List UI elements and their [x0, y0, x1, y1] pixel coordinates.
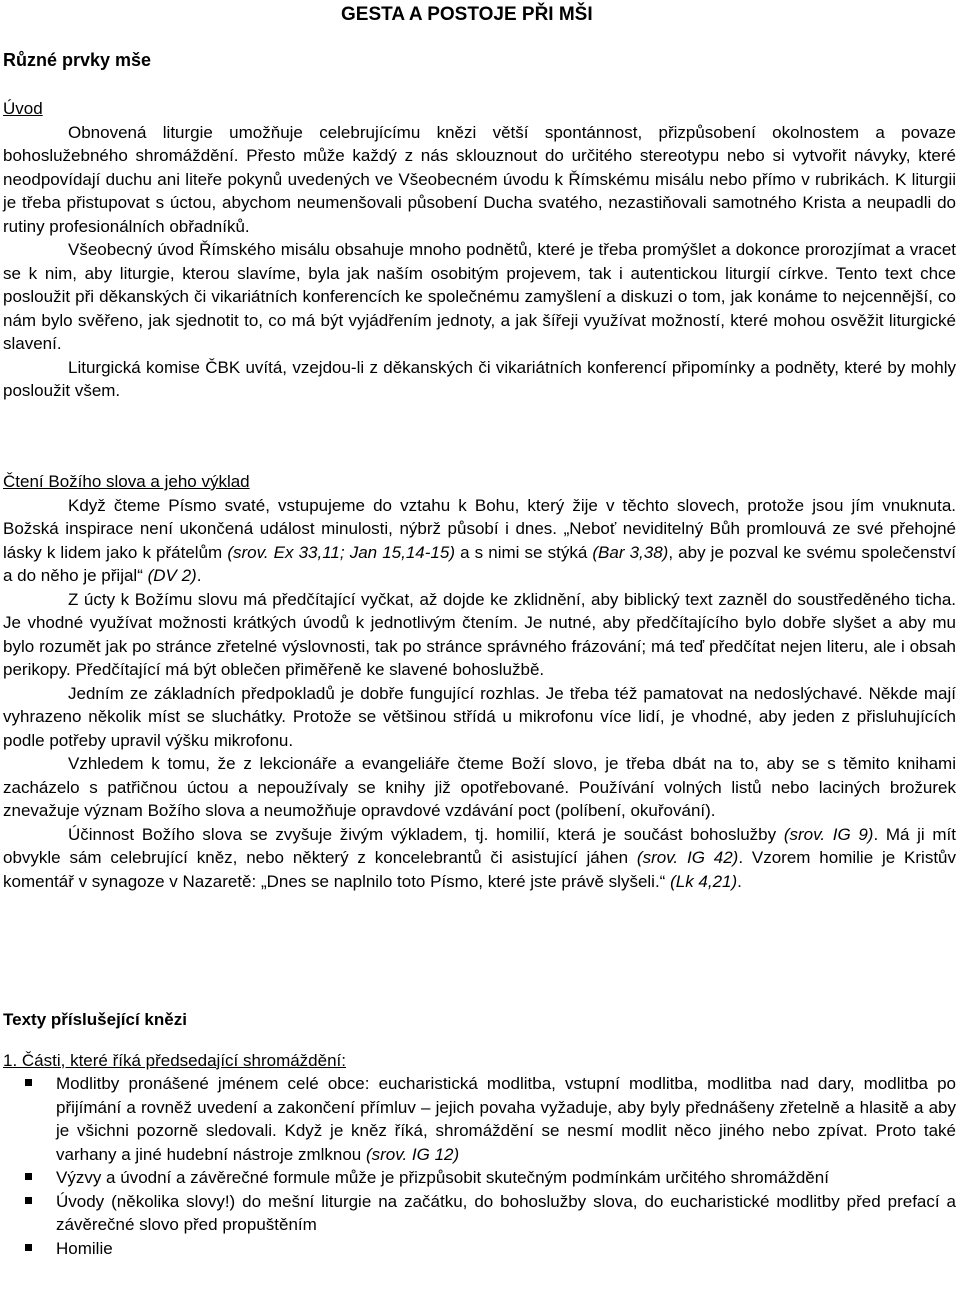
paragraph-text: . Má ji mít obvykle sám celebrující kněz, nebo některý z koncelebrantů či asistující jáhen [3, 824, 956, 867]
paragraph: Všeobecný úvod Římského misálu obsahuje mnoho podnětů, které je třeba promýšlet a dokonce prorozjímat a vracet se k nim, aby liturgie, kterou slavíme, byla jak naším osobitým projevem, tak i autentickou liturgií církve. Tento text chce posloužit při děkanských či vikariátních konferencích ke společnému zamyšlení a diskuzi o tom, jak konáme to nejcennější, co nám bylo svěřeno, jak sjednotit to, co má být vyjádřením jednoty, a jak šířeji využívat možností, které mohou osvěžit liturgické slavení. [3, 240, 956, 353]
paragraph-text: a s nimi se stýká [455, 542, 593, 562]
square-bullet-icon [25, 1244, 32, 1251]
square-bullet-icon [25, 1173, 32, 1180]
paragraph-text: . Vzorem homilie je Kristův komentář v synagoze v Nazaretě: „Dnes se naplnilo toto Písmo, které jste právě slyšeli.“ [3, 848, 956, 891]
paragraph-text: . [737, 871, 742, 891]
paragraph: Z úcty k Božímu slovu má předčítající vyčkat, až dojde ke zklidnění, aby biblický text zazněl do soustředěného ticha. Je vhodné využívat možnosti krátkých úvodů k jednotlivým čtením. Je nutné, aby předčítajícího bylo dobře slyšet a aby mu bylo rozumět jak po stránce zřetelné výslovnosti, tak po stránce správného frázování; má teď předčítat nejen literu, ale i obsah perikopy. Předčítající má být oblečen přiměřeně ke slavené bohoslužbě. [3, 589, 956, 679]
square-bullet-icon [25, 1079, 32, 1086]
list-item-text: Modlitby pronášené jménem celé obce: eucharistická modlitba, vstupní modlitba, modlitba nad dary, modlitba po přijímání a rovněž uvedení a zakončení přímluv – jejich povaha vyžaduje, aby byly přednášeny zřetelně a hlasitě a aby je všichni pozorně sledovali. Když je kněz říká, shromáždění se nesmí modlit něco jiného nebo zpívat. Proto také varhany a jiné hudební nástroje zmlknou [56, 1074, 956, 1164]
section-heading-cteni: Čtení Božího slova a jeho výklad [3, 472, 250, 491]
list-item-text: Výzvy a úvodní a závěrečné formule může je přizpůsobit skutečným podmínkám určitého shromáždění [56, 1168, 829, 1187]
square-bullet-icon [25, 1197, 32, 1204]
citation: (srov. Ex 33,11; Jan 15,14-15) [227, 542, 455, 562]
section-heading-texty: Texty příslušející knězi [3, 1010, 187, 1029]
paragraph [3, 823, 956, 894]
section-uvod [3, 97, 956, 403]
section-heading-uvod: Úvod [3, 99, 43, 118]
citation: (srov. IG 42) [636, 848, 739, 867]
section-texty-knezi [3, 1008, 956, 1260]
citation: (DV 2) [147, 566, 197, 585]
citation: (srov. IG 9) [783, 824, 874, 844]
paragraph: Liturgická komise ČBK uvítá, vzejdou-li z děkanských či vikariátních konferencí připomínky a podněty, které by mohly posloužit všem. [3, 357, 956, 400]
section-cteni-bozího-slova [3, 470, 956, 893]
paragraph-text: Účinnost Božího slova se zvyšuje živým výkladem, tj. homilií, která je součást bohoslužby [68, 824, 784, 844]
paragraph [3, 494, 956, 588]
list-item [3, 1237, 956, 1261]
paragraph-text: . [196, 566, 202, 585]
list-item [3, 1190, 956, 1237]
citation: (Lk 4,21) [670, 871, 738, 891]
paragraph-text: Když čteme Písmo svaté, vstupujeme do vztahu k Bohu, který žije v těchto slovech, protože jsou jím vnuknuta. Božská inspirace není ukončená událost minulosti, nýbrž působí i dnes. „Neboť neviditelný Bůh promlouvá ze své přehojné lásky k lidem jako k přátelům [3, 495, 956, 562]
paragraph: Obnovená liturgie umožňuje celebrujícímu knězi větší spontánnost, přizpůsobení okolnostem a povaze bohoslužebného shromáždění. Přesto může každý z nás sklouznout do určitého stereotypu nebo si vytvořit návyky, které neodpovídají duchu ani liteře pokynů uvedených ve Všeobecném úvodu k Římskému misálu nebo přímo v rubrikách. K liturgii je třeba přistupovat s úctou, abychom neumenšovali působení Ducha svatého, nezastiňovali samotného Krista a neupadli do rutiny profesionálních obřadníků. [3, 122, 956, 236]
part-title: Různé prvky mše [3, 50, 152, 70]
list-item [3, 1072, 956, 1166]
list-item-text: Homilie [56, 1238, 113, 1258]
citation: (srov. IG 12) [365, 1144, 460, 1164]
list-item-text: Úvody (několika slovy!) do mešní liturgie na začátku, do bohoslužby slova, do eucharistické modlitby před prefací a závěrečné slovo před propuštěním [56, 1191, 956, 1234]
list-item [3, 1166, 956, 1190]
bullet-list [3, 1072, 956, 1260]
document-title: GESTA A POSTOJE PŘI MŠI [341, 4, 593, 25]
paragraph: Jedním ze základních předpokladů je dobře fungující rozhlas. Je třeba též pamatovat na nedoslýchavé. Někde mají vyhrazeno několik míst se sluchátky. Protože se většinou střídá u mikrofonu více lidí, je vhodné, aby jeden z přisluhujících podle potřeby upravil výšku mikrofonu. [3, 683, 956, 750]
sub-heading: 1. Části, které říká předsedající shromáždění: [3, 1050, 346, 1070]
paragraph-text: , aby je pozval ke svému společenství a do něho je přijal“ [3, 542, 956, 585]
citation: (Bar 3,38) [592, 542, 669, 562]
paragraph: Vzhledem k tomu, že z lekcionáře a evangeliáře čteme Boží slovo, je třeba dbát na to, aby se s těmito knihami zacházelo s patřičnou úctou a nepoužívaly se knihy již opotřebované. Používání volných listů nebo laciných brožurek znevažuje význam Božího slova a neumožňuje opravdové vzdávání poct (políbení, okuřování). [3, 754, 956, 820]
